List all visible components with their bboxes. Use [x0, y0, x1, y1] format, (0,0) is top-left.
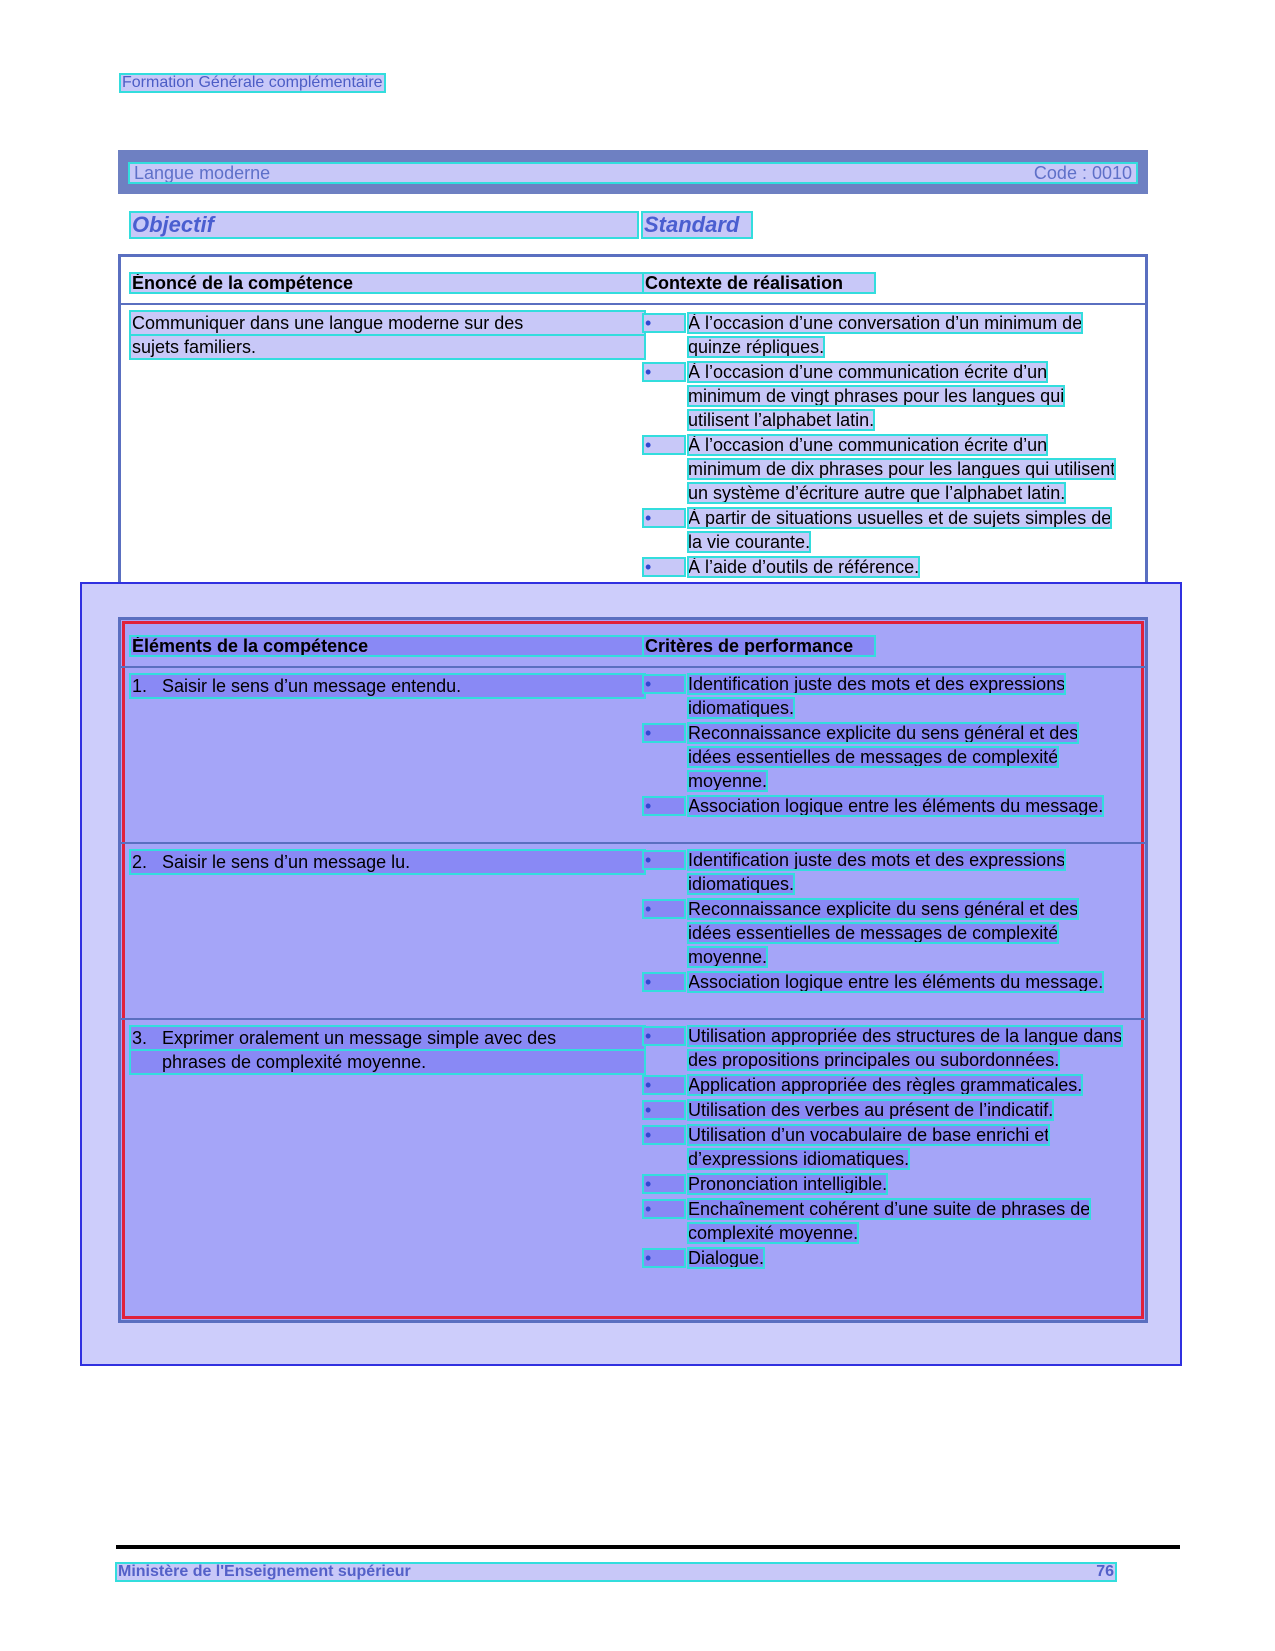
list-item: • À l’aide d’outils de référence. — [643, 555, 1123, 579]
page-footer — [116, 1563, 1116, 1581]
statement-line: sujets familiers. — [130, 335, 645, 359]
page-number: 76 — [1096, 1563, 1114, 1580]
table-row — [121, 668, 1145, 844]
footer-rule — [116, 1545, 1180, 1549]
criteria-list — [643, 1024, 1123, 1271]
bullet-icon — [643, 1200, 685, 1218]
element-number: 3. — [132, 1028, 148, 1048]
list-item: • À l’occasion d’une communication écrite d’un minimum de dix phrases pour les langues qui utilisent un système d’écriture autre que l’alphabet latin. — [643, 433, 1123, 505]
bullet-icon — [643, 797, 685, 815]
bullet-icon — [643, 1126, 685, 1144]
bullet-icon — [643, 1175, 685, 1193]
bullet-icon — [643, 675, 685, 693]
standard-heading: Standard — [642, 212, 752, 238]
list-item: • Reconnaissance explicite du sens général et des idées essentielles de messages de complexité moyenne. — [643, 721, 1123, 793]
list-item: • À l’occasion d’une conversation d’un minimum de quinze répliques. — [643, 311, 1123, 359]
bullet-icon — [643, 1076, 685, 1094]
element-number: 2. — [132, 852, 148, 872]
bullet-icon — [643, 363, 685, 381]
course-title-bar — [118, 150, 1148, 194]
context-column-heading: Contexte de réalisation — [643, 273, 875, 293]
bullet-icon — [643, 973, 685, 991]
criteria-list — [643, 672, 1123, 819]
competence-element — [130, 674, 645, 698]
criteria-list — [643, 848, 1123, 995]
competence-table-header — [121, 257, 1145, 305]
bullet-icon — [643, 724, 685, 742]
list-item: • Enchaînement cohérent d’une suite de phrases de complexité moyenne. — [643, 1197, 1123, 1245]
competence-element — [130, 850, 645, 874]
list-item: • À l’occasion d’une communication écrite d’un minimum de vingt phrases pour les langues qui utilisent l’alphabet latin. — [643, 360, 1123, 432]
objective-heading: Objectif — [130, 212, 638, 238]
footer-ministry: Ministère de l'Enseignement supérieur — [118, 1563, 411, 1580]
element-text: Exprimer oralement un message simple avec des — [162, 1028, 557, 1048]
bullet-icon — [643, 436, 685, 454]
competence-table — [118, 254, 1148, 606]
bullet-icon — [643, 314, 685, 332]
bullet-icon — [643, 1249, 685, 1267]
elements-table — [118, 617, 1148, 1323]
document-header: Formation Générale complémentaire — [122, 74, 383, 91]
list-item: • Utilisation appropriée des structures de la langue dans des propositions principales ou subordonnées. — [643, 1024, 1123, 1072]
list-item: • Dialogue. — [643, 1246, 1123, 1270]
element-number: 1. — [132, 676, 148, 696]
bullet-icon — [643, 1101, 685, 1119]
list-item: • Application appropriée des règles grammaticales. — [643, 1073, 1123, 1097]
list-item: • Association logique entre les éléments du message. — [643, 970, 1123, 994]
element-text: phrases de complexité moyenne. — [130, 1050, 645, 1074]
list-item: • Identification juste des mots et des expressions idiomatiques. — [643, 672, 1123, 720]
bullet-icon — [643, 851, 685, 869]
bullet-icon — [643, 558, 685, 576]
list-item: • Utilisation d’un vocabulaire de base enrichi et d’expressions idiomatiques. — [643, 1123, 1123, 1171]
list-item: • Prononciation intelligible. — [643, 1172, 1123, 1196]
statement-column-heading: Énoncé de la compétence — [130, 273, 644, 293]
context-list — [643, 311, 1123, 580]
bullet-icon — [643, 1027, 685, 1045]
elements-column-heading: Éléments de la compétence — [130, 636, 644, 656]
list-item: • Utilisation des verbes au présent de l’indicatif. — [643, 1098, 1123, 1122]
element-text: Saisir le sens d’un message entendu. — [162, 676, 462, 696]
course-name: Langue moderne — [134, 162, 271, 183]
list-item: • Association logique entre les éléments du message. — [643, 794, 1123, 818]
competence-statement — [130, 311, 645, 359]
bullet-icon — [643, 900, 685, 918]
list-item: • À partir de situations usuelles et de sujets simples de la vie courante. — [643, 506, 1123, 554]
competence-element — [130, 1026, 645, 1074]
table-row — [121, 844, 1145, 1020]
statement-line: Communiquer dans une langue moderne sur des — [130, 311, 645, 335]
list-item: • Reconnaissance explicite du sens général et des idées essentielles de messages de complexité moyenne. — [643, 897, 1123, 969]
bullet-icon — [643, 509, 685, 527]
element-text: Saisir le sens d’un message lu. — [162, 852, 411, 872]
table-row — [121, 1020, 1145, 1322]
competence-table-body — [121, 305, 1145, 603]
course-code: Code : 0010 — [1033, 162, 1132, 183]
list-item: • Identification juste des mots et des expressions idiomatiques. — [643, 848, 1123, 896]
elements-table-header — [121, 620, 1145, 668]
criteria-column-heading: Critères de performance — [643, 636, 875, 656]
